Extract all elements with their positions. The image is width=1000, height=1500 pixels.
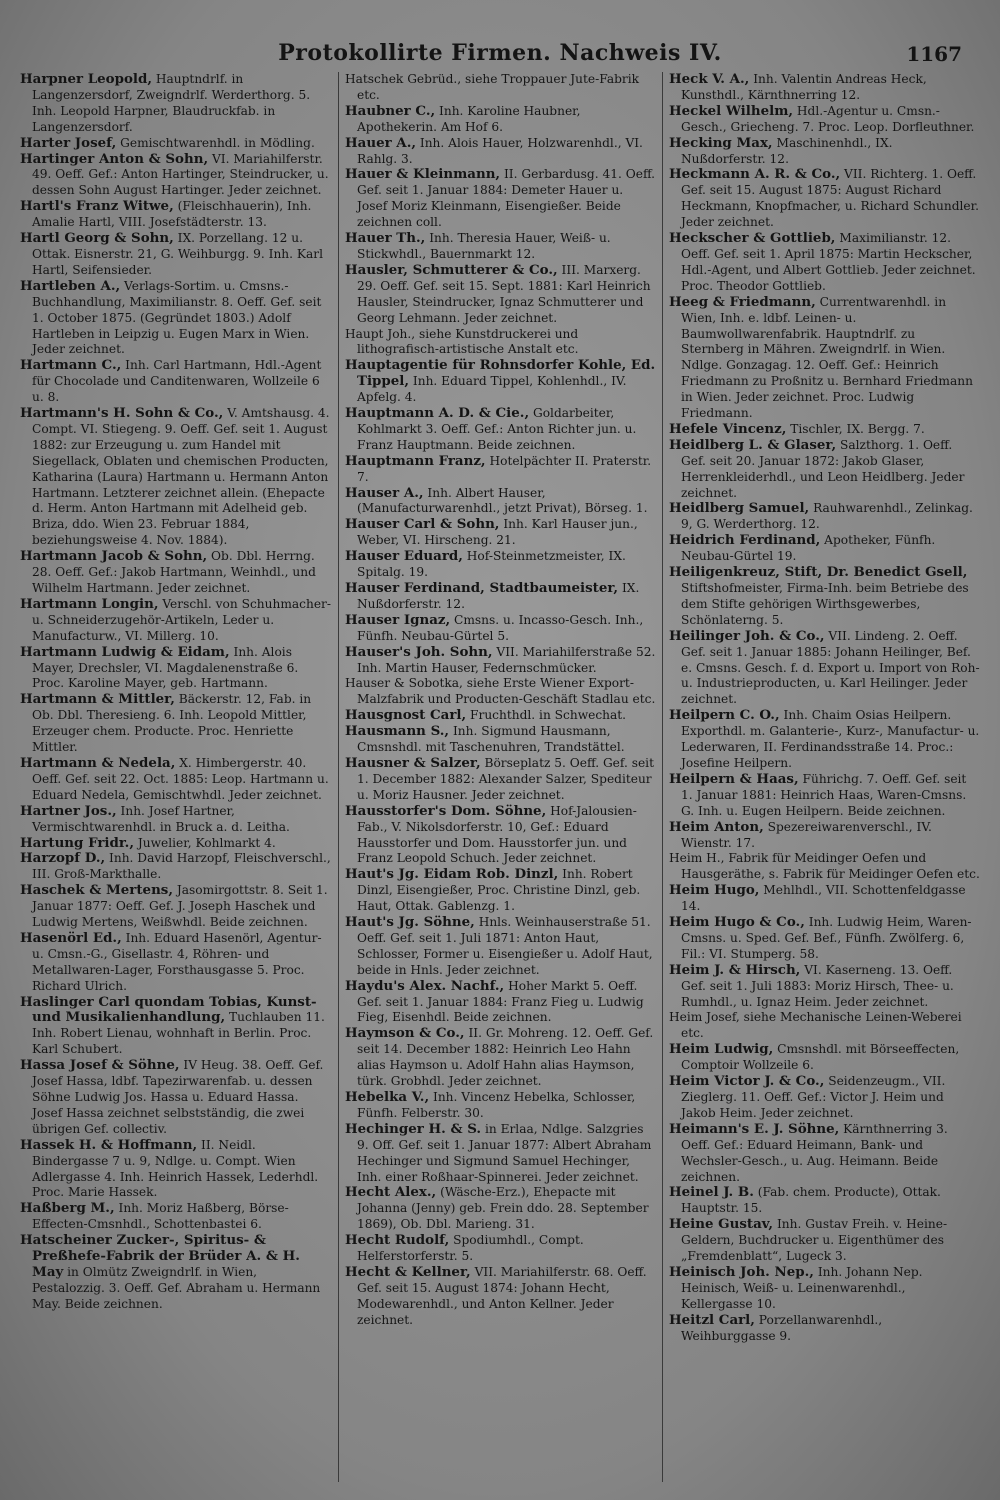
directory-entry	[345, 358, 656, 406]
firm-name: Hartmann & Mittler,	[20, 691, 175, 708]
firm-name: Heck V. A.,	[669, 72, 750, 87]
firm-name: Hassek H. & Hoffmann,	[20, 1136, 198, 1153]
directory-entry	[345, 867, 656, 915]
firm-name: Hausgnost Carl,	[345, 707, 467, 724]
directory-entry	[345, 167, 656, 231]
firm-name: Heilpern C. O.,	[669, 707, 780, 724]
directory-entry	[669, 1074, 980, 1122]
directory-entry	[20, 231, 332, 279]
directory-entry	[20, 995, 332, 1059]
firm-name: Harpner Leopold,	[20, 72, 152, 87]
directory-entry	[20, 836, 332, 852]
firm-name: Hauser A.,	[345, 484, 424, 501]
page-number: 1167	[906, 42, 962, 66]
entry-text: X. Himbergerstr. 40. Oeff. Gef. seit 22. Oct. 1885: Leop. Hartmann u. Eduard Nedela, Gemischtwhdl. Jeder zeichnet.	[32, 755, 329, 802]
directory-entry	[345, 1122, 656, 1186]
directory-entry	[345, 979, 656, 1027]
firm-name: Heilinger Joh. & Co.,	[669, 627, 825, 644]
entry-text: Maschinenhdl., IX. Nußdorferstr. 12.	[681, 135, 893, 166]
entry-text: VI. Mariahilferstr. 49. Oeff. Gef.: Anton Hartinger, Steindrucker, u. dessen Sohn August Hartinger. Jeder zeichnet.	[32, 151, 329, 198]
directory-entry	[345, 72, 656, 104]
directory-entry	[669, 708, 980, 772]
entry-text: Verschl. von Schuhmacher- u. Schneiderzugehör-Artikeln, Leder u. Manufacturw., VI. Millerg. 10.	[32, 596, 331, 643]
firm-name: Hecht Rudolf,	[345, 1232, 450, 1249]
entry-text: VII. Mariahilferstraße 52. Inh. Martin Hauser, Federnschmücker.	[357, 644, 656, 675]
firm-name: Haubner C.,	[345, 102, 436, 119]
directory-entry	[345, 454, 656, 486]
firm-name: Hatscheiner Zucker-, Spiritus- & Preßhefe-Fabrik der Brüder A. & H. May	[20, 1232, 300, 1280]
firm-name: Hausstorfer's Dom. Söhne,	[345, 802, 547, 819]
entry-text: Inh. Theresia Hauer, Weiß- u. Stickwhdl., Bauernmarkt 12.	[357, 231, 611, 261]
directory-entry	[669, 1185, 980, 1217]
directory-entry	[669, 883, 980, 915]
directory-entry	[20, 756, 332, 804]
firm-name: Heckel Wilhelm,	[669, 102, 794, 119]
entry-text: Inh. Robert Dinzl, Eisengießer, Proc. Christine Dinzl, geb. Haut, Ottak. Gablenzg. 1.	[357, 867, 641, 914]
firm-name: Hauer & Kleinmann,	[345, 166, 501, 183]
entry-text: Hauptndrlf. in Langenzersdorf, Zweigndrlf. Werderthorg. 5. Inh. Leopold Harpner, Blaudruckfab. in Langenzersdorf.	[32, 72, 311, 134]
entry-text: Salzthorg. 1. Oeff. Gef. seit 20. Januar 1872: Jakob Glaser, Herrenkleiderhdl., und Leon Heidlberg. Jeder zeichnet.	[681, 437, 965, 500]
directory-entry	[669, 915, 980, 963]
directory-entry	[669, 1265, 980, 1313]
firm-name: Hauer Th.,	[345, 230, 426, 247]
entry-text: II. Gr. Mohreng. 12. Oeff. Gef. seit 14. December 1882: Heinrich Leo Hahn alias Haymson u. Adolf Hahn alias Haymson, türk. Grobhdl. Jeder zeichnet.	[357, 1026, 654, 1089]
firm-name: Hauser Eduard,	[345, 548, 463, 565]
firm-name: Haymson & Co.,	[345, 1025, 465, 1042]
entry-text: VII. Mariahilferstr. 68. Oeff. Gef. seit 15. August 1874: Johann Hecht, Modewarenhdl., und Anton Kellner. Jeder zeichnet.	[357, 1264, 647, 1327]
entry-text: Hatschek Gebrüd., siehe Troppauer Jute-Fabrik etc.	[345, 72, 640, 102]
directory-entry	[20, 804, 332, 836]
directory-entry	[669, 1010, 980, 1042]
directory-entry	[20, 931, 332, 995]
firm-name: Harzopf D.,	[20, 850, 106, 867]
entry-text: Haupt Joh., siehe Kunstdruckerei und lithografisch-artistische Anstalt etc.	[345, 326, 579, 357]
directory-entry	[669, 501, 980, 533]
directory-entry	[669, 136, 980, 168]
firm-name: Hasenörl Ed.,	[20, 929, 122, 946]
directory-entry	[669, 1122, 980, 1186]
firm-name: Hauser Ignaz,	[345, 611, 451, 628]
entry-text: Juwelier, Kohlmarkt 4.	[134, 835, 276, 850]
entry-text: III. Marxerg. 29. Oeff. Gef. seit 15. Sept. 1881: Karl Heinrich Hausler, Steindrucker, Ignaz Schmutterer und Georg Lehmann. Jeder zeichnet.	[357, 262, 651, 325]
firm-name: Hartl's Franz Witwe,	[20, 198, 174, 215]
firm-name: Hauptagentie für Rohnsdorfer Kohle, Ed. Tippel,	[345, 357, 656, 390]
entry-text: Porzellanwarenhdl., Weihburggasse 9.	[681, 1312, 883, 1343]
firm-name: Haydu's Alex. Nachf.,	[345, 977, 505, 994]
firm-name: Hartmann & Nedela,	[20, 754, 176, 771]
entry-text: Inh. Karl Hauser jun., Weber, VI. Hirscheng. 21.	[357, 517, 638, 548]
firm-name: Hartmann's H. Sohn & Co.,	[20, 405, 224, 422]
firm-name: Hauptmann Franz,	[345, 452, 486, 469]
directory-entry	[669, 231, 980, 295]
entry-text: Spodiumhdl., Compt. Helferstorferstr. 5.	[357, 1233, 584, 1264]
directory-entry	[20, 645, 332, 693]
page-title: Protokollirte Firmen. Nachweis IV.	[278, 40, 722, 66]
directory-entry	[345, 549, 656, 581]
entry-text: Inh. Carl Hartmann, Hdl.-Agent für Chocolade und Canditenwaren, Wollzeile 6 u. 8.	[32, 358, 322, 405]
column-3	[662, 72, 986, 1482]
directory-entry	[345, 581, 656, 613]
firm-name: Haßberg M.,	[20, 1200, 115, 1217]
directory-entry	[669, 1217, 980, 1265]
entry-text: Inh. Valentin Andreas Heck, Kunsthdl., Kärnthnerring 12.	[681, 72, 927, 102]
entry-text: Spezereiwarenverschl., IV. Wienstr. 17.	[681, 819, 932, 850]
entry-text: Stiftshofmeister, Firma-Inh. beim Betriebe des dem Stifte gehörigen Wirthsgewerbes, Schönlaterng. 5.	[681, 581, 969, 627]
directory-entry	[669, 851, 980, 883]
entry-text: Gemischtwarenhdl. in Mödling.	[116, 135, 315, 150]
entry-text: VII. Richterg. 1. Oeff. Gef. seit 15. August 1875: August Richard Heckmann, Knopfmacher, u. Richard Schundler. Jeder zeichnet.	[681, 167, 979, 230]
firm-name: Hartner Jos.,	[20, 802, 117, 819]
directory-entry	[345, 1185, 656, 1233]
directory-entry	[345, 231, 656, 263]
entry-text: Inh. Chaim Osias Heilpern. Exporthdl. m. Galanterie-, Kurz-, Manufactur- u. Lederwaren, II. Ferdinandsstraße 14. Proc.: Josefine Heilpern.	[681, 708, 980, 770]
entry-text: Fruchthdl. in Schwechat.	[466, 708, 627, 723]
directory-entry	[669, 72, 980, 104]
firm-name: Heim Hugo & Co.,	[669, 914, 805, 931]
directory-entry	[345, 676, 656, 708]
column-2	[338, 72, 662, 1482]
directory-entry	[669, 438, 980, 502]
firm-name: Heim Victor J. & Co.,	[669, 1073, 825, 1090]
entry-text: in Erlaa, Ndlge. Salzgries 9. Off. Gef. seit 1. Januar 1877: Albert Abraham Hechinger und Sigmund Samuel Hechinger, Inh. einer Roßhaar-Spinnerei. Jeder zeichnet.	[357, 1121, 652, 1184]
column-1	[14, 72, 338, 1482]
entry-text: Inh. Gustav Freih. v. Heine-Geldern, Buchdrucker u. Eigenthümer des „Fremdenblatt“, Lugeck 3.	[681, 1217, 948, 1264]
firm-name: Hausner & Salzer,	[345, 754, 481, 771]
directory-entry	[345, 486, 656, 518]
entry-text: (Fleischhauerin), Inh. Amalie Hartl, VIII. Josefstädterstr. 13.	[32, 199, 312, 230]
entry-text: II. Gerbardusg. 41. Oeff. Gef. seit 1. Januar 1884: Demeter Hauer u. Josef Moriz Kleinmann, Eisengießer. Beide zeichnen coll.	[357, 167, 656, 230]
entry-text: Inh. Moriz Haßberg, Börse-Effecten-Cmsnhdl., Schottenbastei 6.	[32, 1201, 289, 1232]
entry-text: Hof-Steinmetzmeister, IX. Spitalg. 19.	[357, 549, 626, 580]
directory-entry	[345, 804, 656, 868]
entry-text: Hnls. Weinhauserstraße 51. Oeff. Gef. seit 1. Juli 1871: Anton Haut, Schlosser, Former u. Eisengießer u. Adolf Haut, beide in Hnls. Jeder zeichnet.	[357, 915, 653, 977]
entry-text: Apotheker, Fünfh. Neubau-Gürtel 19.	[681, 533, 936, 564]
firm-name: Hartinger Anton & Sohn,	[20, 150, 209, 167]
directory-entry	[345, 915, 656, 979]
firm-name: Hefele Vincenz,	[669, 420, 787, 437]
directory-entry	[345, 1026, 656, 1090]
directory-entry	[20, 1058, 332, 1138]
directory-entry	[20, 279, 332, 359]
entry-text: Hof-Jalousien-Fab., V. Nikolsdorferstr. 10, Gef.: Eduard Hausstorfer und Dom. Hausstorfer jun. und Franz Leopold Schuch. Jeder zeichnet.	[357, 803, 637, 866]
firm-name: Heckmann A. R. & Co.,	[669, 166, 841, 183]
directory-entry	[345, 708, 656, 724]
firm-name: Heidrich Ferdinand,	[669, 532, 821, 549]
directory-entry	[669, 295, 980, 422]
firm-name: Heckscher & Gottlieb,	[669, 230, 836, 247]
directory-entry	[20, 597, 332, 645]
entry-text: Hoher Markt 5. Oeff. Gef. seit 1. Januar 1884: Franz Fieg u. Ludwig Fieg, Eisenhdl. Beide zeichnen.	[357, 978, 644, 1025]
firm-name: Heeg & Friedmann,	[669, 293, 816, 310]
firm-name: Hartung Fridr.,	[20, 834, 134, 851]
entry-text: Inh. Johann Nep. Heinisch, Weiß- u. Leinenwarenhdl., Kellergasse 10.	[681, 1264, 923, 1311]
entry-text: Tischler, IX. Bergg. 7.	[786, 421, 925, 436]
firm-name: Haschek & Mertens,	[20, 882, 174, 899]
page-header	[0, 38, 1000, 68]
firm-name: Hausmann S.,	[345, 723, 450, 740]
entry-text: IX. Nußdorferstr. 12.	[357, 581, 640, 611]
directory-entry	[345, 645, 656, 677]
firm-name: Hebelka V.,	[345, 1089, 430, 1105]
directory-entry	[669, 963, 980, 1011]
entry-text: Seidenzeugm., VII. Zieglerg. 11. Oeff. Gef.: Victor J. Heim und Jakob Heim. Jeder zeichnet.	[681, 1074, 946, 1120]
directory-entry	[20, 549, 332, 597]
entry-text: Heim H., Fabrik für Meidinger Oefen und Hausgeräthe, s. Fabrik für Meidinger Oefen etc.	[669, 851, 980, 882]
entry-text: Hotelpächter II. Praterstr. 7.	[357, 453, 652, 484]
firm-name: Heimann's E. J. Söhne,	[669, 1120, 840, 1137]
directory-entry	[345, 1233, 656, 1265]
directory-entry	[345, 406, 656, 454]
firm-name: Heidlberg Samuel,	[669, 500, 810, 517]
firm-name: Haut's Jg. Söhne,	[345, 914, 475, 931]
firm-name: Heinisch Joh. Nep.,	[669, 1263, 814, 1280]
directory-entry	[20, 136, 332, 152]
entry-text: (Wäsche-Erz.), Ehepacte mit Johanna (Jenny) geb. Frein ddo. 28. September 1869), Ob. Dbl. Marieng. 31.	[357, 1185, 649, 1232]
firm-name: Hechinger H. & S.	[345, 1120, 482, 1137]
columns	[14, 72, 986, 1492]
directory-entry	[20, 406, 332, 549]
entry-text: Heim Josef, siehe Mechanische Leinen-Weberei etc.	[669, 1010, 962, 1041]
entry-text: Verlags-Sortim. u. Cmsns.-Buchhandlung, Maximilianstr. 8. Oeff. Gef. seit 1. October 1875. (Gegründet 1803.) Adolf Hartleben in Leipzig u. Eugen Marx in Wien. Jeder zeichnet.	[32, 278, 322, 357]
firm-name: Heidlberg L. & Glaser,	[669, 436, 837, 453]
firm-name: Hartmann Ludwig & Eidam,	[20, 643, 230, 660]
firm-name: Hartl Georg & Sohn,	[20, 230, 174, 247]
directory-entry	[669, 104, 980, 136]
directory-entry	[20, 1201, 332, 1233]
firm-name: Hecht Alex.,	[345, 1184, 437, 1201]
firm-name: Hauser Ferdinand, Stadtbaumeister,	[345, 580, 619, 596]
firm-name: Hausler, Schmutterer & Co.,	[345, 261, 558, 278]
entry-text: VII. Lindeng. 2. Oeff. Gef. seit 1. Januar 1885: Johann Heilinger, Bef. e. Cmsns. Gesch. f. d. Export u. Import von Roh- u. Industrieproducten, u. Karl Heilinger. Jeder zeichnet.	[681, 628, 980, 707]
firm-name: Heim Ludwig,	[669, 1041, 774, 1058]
firm-name: Hauser Carl & Sohn,	[345, 516, 500, 533]
firm-name: Heitzl Carl,	[669, 1311, 755, 1328]
entry-text: VI. Kaserneng. 13. Oeff. Gef. seit 1. Juli 1883: Moriz Hirsch, Thee- u. Rumhdl., u. Ignaz Heim. Jeder zeichnet.	[681, 962, 954, 1009]
entry-text: Inh. David Harzopf, Fleischverschl., III. Groß-Markthalle.	[32, 851, 331, 882]
entry-text: Cmsns. u. Incasso-Gesch. Inh., Fünfh. Neubau-Gürtel 5.	[357, 612, 644, 643]
directory-entry	[669, 167, 980, 231]
directory-entry	[669, 1042, 980, 1074]
firm-name: Hassa Josef & Söhne,	[20, 1057, 180, 1074]
directory-entry	[20, 692, 332, 756]
firm-name: Hauer A.,	[345, 134, 417, 151]
entry-text: Jasomirgottstr. 8. Seit 1. Januar 1877: Oeff. Gef. J. Joseph Haschek und Ludwig Mertens, Weißwhdl. Beide zeichnen.	[32, 883, 328, 930]
entry-text: II. Neidl. Bindergasse 7 u. 9, Ndlge. u. Compt. Wien Adlergasse 4. Inh. Heinrich Hassek, Lederhdl. Proc. Marie Hassek.	[32, 1137, 319, 1200]
firm-name: Haut's Jg. Eidam Rob. Dinzl,	[345, 866, 559, 883]
entry-text: Börseplatz 5. Oeff. Gef. seit 1. December 1882: Alexander Salzer, Spediteur u. Moriz Hausner. Jeder zeichnet.	[357, 755, 654, 802]
directory-entry	[345, 724, 656, 756]
firm-name: Heim J. & Hirsch,	[669, 961, 801, 978]
firm-name: Haslinger Carl quondam Tobias, Kunst- und Musikalienhandlung,	[20, 993, 317, 1026]
directory-entry	[345, 327, 656, 359]
entry-text: Bäckerstr. 12, Fab. in Ob. Dbl. Theresieng. 6. Inh. Leopold Mittler, Erzeuger chem. Producte. Proc. Henriette Mittler.	[32, 692, 312, 755]
directory-entry	[20, 1138, 332, 1202]
directory-entry	[669, 565, 980, 629]
directory-entry	[20, 72, 332, 136]
firm-name: Hartleben A.,	[20, 277, 121, 294]
entry-text: Inh. Alois Mayer, Drechsler, VI. Magdalenenstraße 6. Proc. Karoline Mayer, geb. Hartmann.	[32, 644, 299, 691]
firm-name: Heim Anton,	[669, 818, 764, 835]
directory-entry	[669, 422, 980, 438]
directory-entry	[345, 1265, 656, 1329]
entry-text: Inh. Eduard Hasenörl, Agentur- u. Cmsn.-G., Gisellastr. 4, Röhren- und Metallwaren-Lager, Forsthausgasse 5. Proc. Richard Ulrich.	[32, 930, 322, 993]
firm-name: Heine Gustav,	[669, 1216, 774, 1233]
firm-name: Hartmann C.,	[20, 357, 122, 374]
entry-text: V. Amtshausg. 4. Compt. VI. Stiegeng. 9. Oeff. Gef. seit 1. August 1882: zur Erzeugung u. zum Handel mit Siegellack, Oblaten und chemischen Producten, Katharina (Laura) Hartmann u. Hermann Anton Hartmann. Letzterer zeichnet allein. (Ehepacte d. Herm. Anton Hartmann mit Adelheid geb. Briza, ddo. Wien 23. Februar 1884, beziehungsweise 4. Nov. 1884).	[32, 406, 330, 548]
directory-entry	[20, 358, 332, 406]
entry-text: Inh. Sigmund Hausmann, Cmsnshdl. mit Taschenuhren, Trandstättel.	[357, 724, 625, 755]
entry-text: Kärnthnerring 3. Oeff. Gef.: Eduard Heimann, Bank- und Wechsler-Gesch., u. Aug. Heimann. Beide zeichnen.	[681, 1121, 948, 1184]
directory-entry	[669, 772, 980, 820]
directory-entry	[345, 1090, 656, 1122]
entry-text: Inh. Vincenz Hebelka, Schlosser, Fünfh. Felberstr. 30.	[357, 1090, 636, 1120]
firm-name: Heilpern & Haas,	[669, 770, 799, 787]
directory-entry	[20, 152, 332, 200]
firm-name: Heim Hugo,	[669, 882, 760, 899]
entry-text: Inh. Albert Hauser, (Manufacturwarenhdl., jetzt Privat), Börseg. 1.	[357, 485, 648, 516]
entry-text: Inh. Ludwig Heim, Waren-Cmsns. u. Sped. Gef. Bef., Fünfh. Zwölferg. 6, Fil.: VI. Stumperg. 58.	[681, 915, 972, 961]
entry-text: Inh. Alois Hauer, Holzwarenhdl., VI. Rahlg. 3.	[357, 135, 643, 166]
entry-text: Hdl.-Agentur u. Cmsn.-Gesch., Griecheng. 7. Proc. Leop. Dorfleuthner.	[681, 103, 975, 134]
directory-entry	[345, 104, 656, 136]
directory-entry	[345, 263, 656, 327]
entry-text: Inh. Karoline Haubner, Apothekerin. Am Hof 6.	[357, 103, 581, 134]
directory-entry	[669, 629, 980, 709]
directory-entry	[20, 883, 332, 931]
directory-entry	[20, 199, 332, 231]
entry-text: Cmsnshdl. mit Börseeffecten, Comptoir Wollzeile 6.	[681, 1042, 960, 1073]
directory-entry	[345, 517, 656, 549]
entry-text: Führichg. 7. Oeff. Gef. seit 1. Januar 1881: Heinrich Haas, Waren-Cmsns. G. Inh. u. Eugen Heilpern. Beide zeichnen.	[681, 771, 967, 818]
entry-text: Currentwarenhdl. in Wien, Inh. e. ldbf. Leinen- u. Baumwollwarenfabrik. Hauptndrlf. zu Sternberg in Mähren. Zweigndrlf. in Wien. Ndlge. Gonzagag. 12. Oeff. Gef.: Heinrich Friedmann zu Proßnitz u. Bernhard Friedmann in Wien. Jeder zeichnet. Proc. Ludwig Friedmann.	[681, 294, 973, 421]
entry-text: Maximilianstr. 12. Oeff. Gef. seit 1. April 1875: Martin Heckscher, Hdl.-Agent, und Albert Gottlieb. Jeder zeichnet. Proc. Theodor Gottlieb.	[681, 231, 976, 293]
directory-entry	[345, 756, 656, 804]
firm-name: Heinel J. B.	[669, 1184, 754, 1201]
firm-name: Hauser's Joh. Sohn,	[345, 643, 493, 660]
entry-text: in Olmütz Zweigndrlf. in Wien, Pestalozzig. 3. Oeff. Gef. Abraham u. Hermann May. Beide zeichnen.	[32, 1264, 321, 1311]
firm-name: Harter Josef,	[20, 134, 117, 151]
entry-text: Mehlhdl., VII. Schottenfeldgasse 14.	[681, 883, 966, 914]
directory-entry	[669, 533, 980, 565]
entry-text: Goldarbeiter, Kohlmarkt 3. Oeff. Gef.: Anton Richter jun. u. Franz Hauptmann. Beide zeichnen.	[357, 406, 637, 452]
firm-name: Heiligenkreuz, Stift, Dr. Benedict Gsell,	[669, 564, 968, 581]
entry-text: Inh. Eduard Tippel, Kohlenhdl., IV. Apfelg. 4.	[357, 374, 627, 405]
directory-entry	[669, 1313, 980, 1345]
directory-entry	[669, 820, 980, 852]
entry-text: IX. Porzellang. 12 u. Ottak. Eisnerstr. 21, G. Weihburgg. 9. Inh. Karl Hartl, Seifensieder.	[32, 231, 323, 277]
entry-text: IV Heug. 38. Oeff. Gef. Josef Hassa, ldbf. Tapezirwarenfab. u. dessen Söhne Ludwig Jos. Hassa u. Eduard Hassa. Josef Hassa zeichnet selbstständig, die zwei übrigen Gef. collectiv.	[32, 1058, 324, 1136]
entry-text: Inh. Josef Hartner, Vermischtwarenhdl. in Bruck a. d. Leitha.	[32, 803, 290, 834]
directory-entry	[20, 851, 332, 883]
directory-entry	[20, 1233, 332, 1313]
firm-name: Hartmann Jacob & Sohn,	[20, 548, 208, 565]
entry-text: Ob. Dbl. Herrng. 28. Oeff. Gef.: Jakob Hartmann, Weinhdl., und Wilhelm Hartmann. Jeder zeichnet.	[32, 549, 316, 595]
entry-text: Rauhwarenhdl., Zelinkag. 9, G. Werderthorg. 12.	[681, 501, 973, 532]
directory-entry	[345, 136, 656, 168]
entry-text: (Fab. chem. Producte), Ottak. Hauptstr. 15.	[681, 1185, 941, 1216]
firm-name: Hecking Max,	[669, 134, 773, 151]
firm-name: Hecht & Kellner,	[345, 1263, 471, 1280]
entry-text: Tuchlauben 11. Inh. Robert Lienau, wohnhaft in Berlin. Proc. Karl Schubert.	[32, 1010, 325, 1057]
directory-entry	[345, 613, 656, 645]
firm-name: Hauptmann A. D. & Cie.,	[345, 405, 530, 422]
firm-name: Hartmann Longin,	[20, 595, 159, 612]
entry-text: Hauser & Sobotka, siehe Erste Wiener Export-Malzfabrik und Producten-Geschäft Stadlau etc.	[345, 676, 656, 707]
